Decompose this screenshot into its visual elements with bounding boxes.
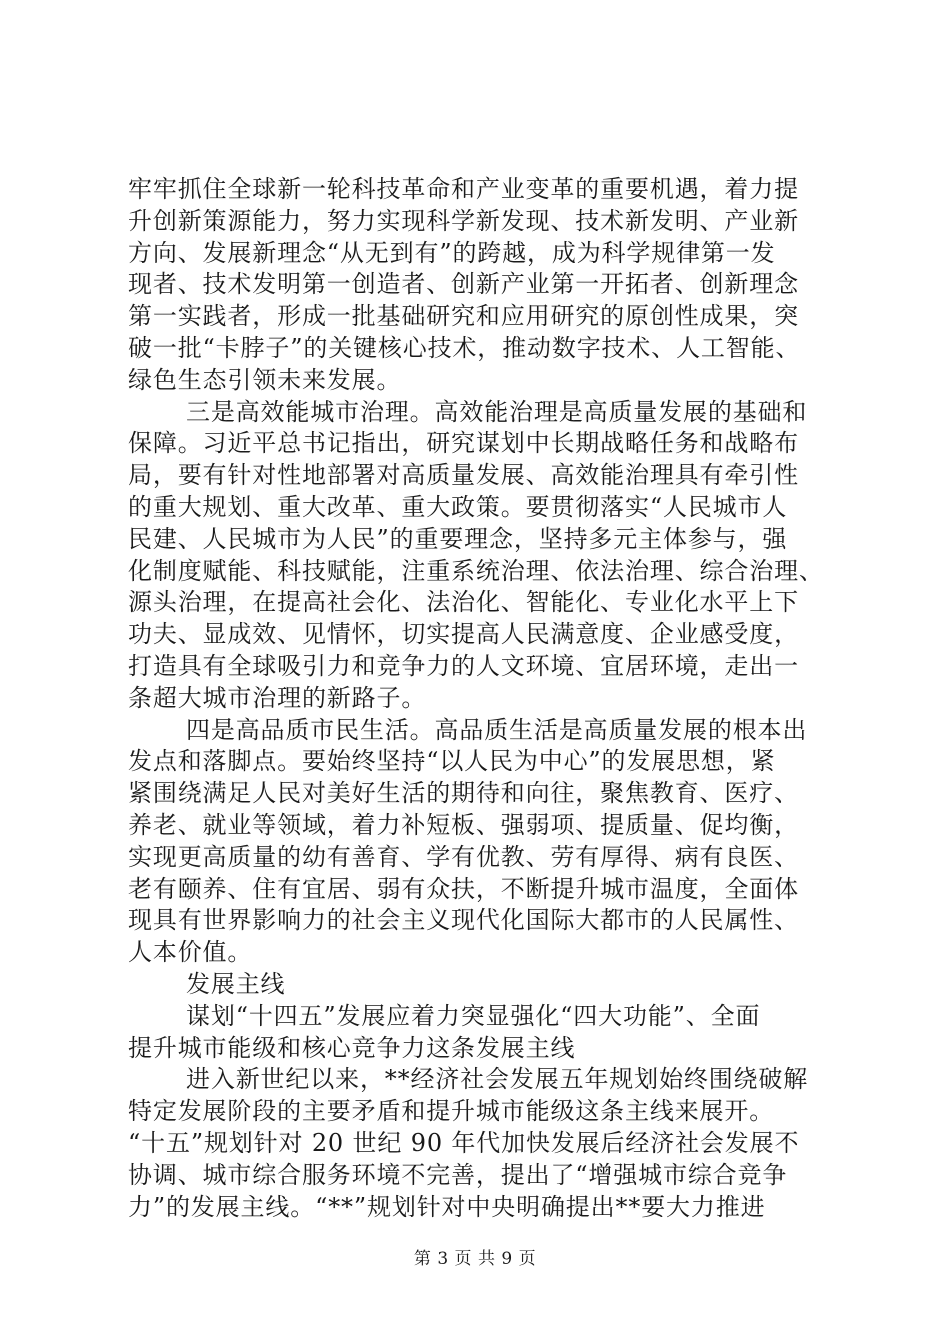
text-line: 保障。习近平总书记指出，研究谋划中长期战略任务和战略布 — [128, 429, 799, 458]
text-line: 老有颐养、住有宜居、弱有众扶，不断提升城市温度，全面体 — [128, 874, 799, 903]
text-line: 方向、发展新理念“从无到有”的跨越，成为科学规律第一发 — [128, 238, 776, 267]
text-line: 绿色生态引领未来发展。 — [128, 365, 402, 394]
text-line: 牢牢抓住全球新一轮科技革命和产业变革的重要机遇，着力提 — [128, 175, 799, 203]
text-line: 提升城市能级和核心竞争力这条发展主线 — [128, 1033, 576, 1062]
text-line: 的重大规划、重大改革、重大政策。要贯彻落实“人民城市人 — [128, 492, 788, 521]
text-line: 破一批“卡脖子”的关键核心技术，推动数字技术、人工智能、 — [128, 333, 801, 362]
text-line: 条超大城市治理的新路子。 — [128, 683, 427, 712]
text-line: 谋划“十四五”发展应着力突显强化“四大功能”、全面 — [186, 1001, 761, 1030]
text-line: 实现更高质量的幼有善育、学有优教、劳有厚得、病有良医、 — [128, 842, 799, 871]
text-line: 紧围绕满足人民对美好生活的期待和向往，聚焦教育、医疗、 — [128, 779, 799, 808]
text-line: 人本价值。 — [128, 938, 253, 967]
text-line: 民建、人民城市为人民”的重要理念，坚持多元主体参与，强 — [128, 524, 788, 553]
page-footer: 第 3 页 共 9 页 — [413, 1249, 537, 1269]
text-line: 养老、就业等领域，着力补短板、强弱项、提质量、促均衡， — [128, 810, 799, 839]
text-line: 化制度赋能、科技赋能，注重系统治理、依法治理、综合治理、 — [128, 556, 824, 585]
text-line: 力”的发展主线。“**”规划针对中央明确提出**要大力推进 — [128, 1192, 766, 1221]
text-line: 发展主线 — [186, 969, 286, 998]
text-line: 协调、城市综合服务环境不完善，提出了“增强城市综合竞争 — [128, 1160, 788, 1189]
text-line: 局，要有针对性地部署对高质量发展、高效能治理具有牵引性 — [128, 461, 799, 490]
text-line: 三是高效能城市治理。高效能治理是高质量发展的基础和 — [186, 397, 808, 426]
text-line: 源头治理，在提高社会化、法治化、智能化、专业化水平上下 — [128, 588, 799, 617]
text-line: 现具有世界影响力的社会主义现代化国际大都市的人民属性、 — [128, 906, 799, 935]
text-line: 四是高品质市民生活。高品质生活是高质量发展的根本出 — [186, 715, 808, 744]
text-line: 发点和落脚点。要始终坚持“以人民为中心”的发展思想，紧 — [128, 747, 776, 776]
text-line: 打造具有全球吸引力和竞争力的人文环境、宜居环境，走出一 — [128, 651, 799, 680]
text-line: “十五”规划针对 20 世纪 90 年代加快发展后经济社会发展不 — [128, 1128, 800, 1157]
text-line: 第一实践者，形成一批基础研究和应用研究的原创性成果，突 — [128, 302, 799, 331]
text-line: 进入新世纪以来，**经济社会发展五年规划始终围绕破解 — [186, 1065, 809, 1094]
text-line: 功夫、显成效、见情怀，切实提高人民满意度、企业感受度， — [128, 620, 799, 649]
document-body — [128, 174, 868, 1223]
text-line: 特定发展阶段的主要矛盾和提升城市能级这条主线来展开。 — [128, 1097, 775, 1126]
text-line: 升创新策源能力，努力实现科学新发现、技术新发明、产业新 — [128, 206, 799, 235]
text-line: 现者、技术发明第一创造者、创新产业第一开拓者、创新理念 — [128, 270, 799, 299]
